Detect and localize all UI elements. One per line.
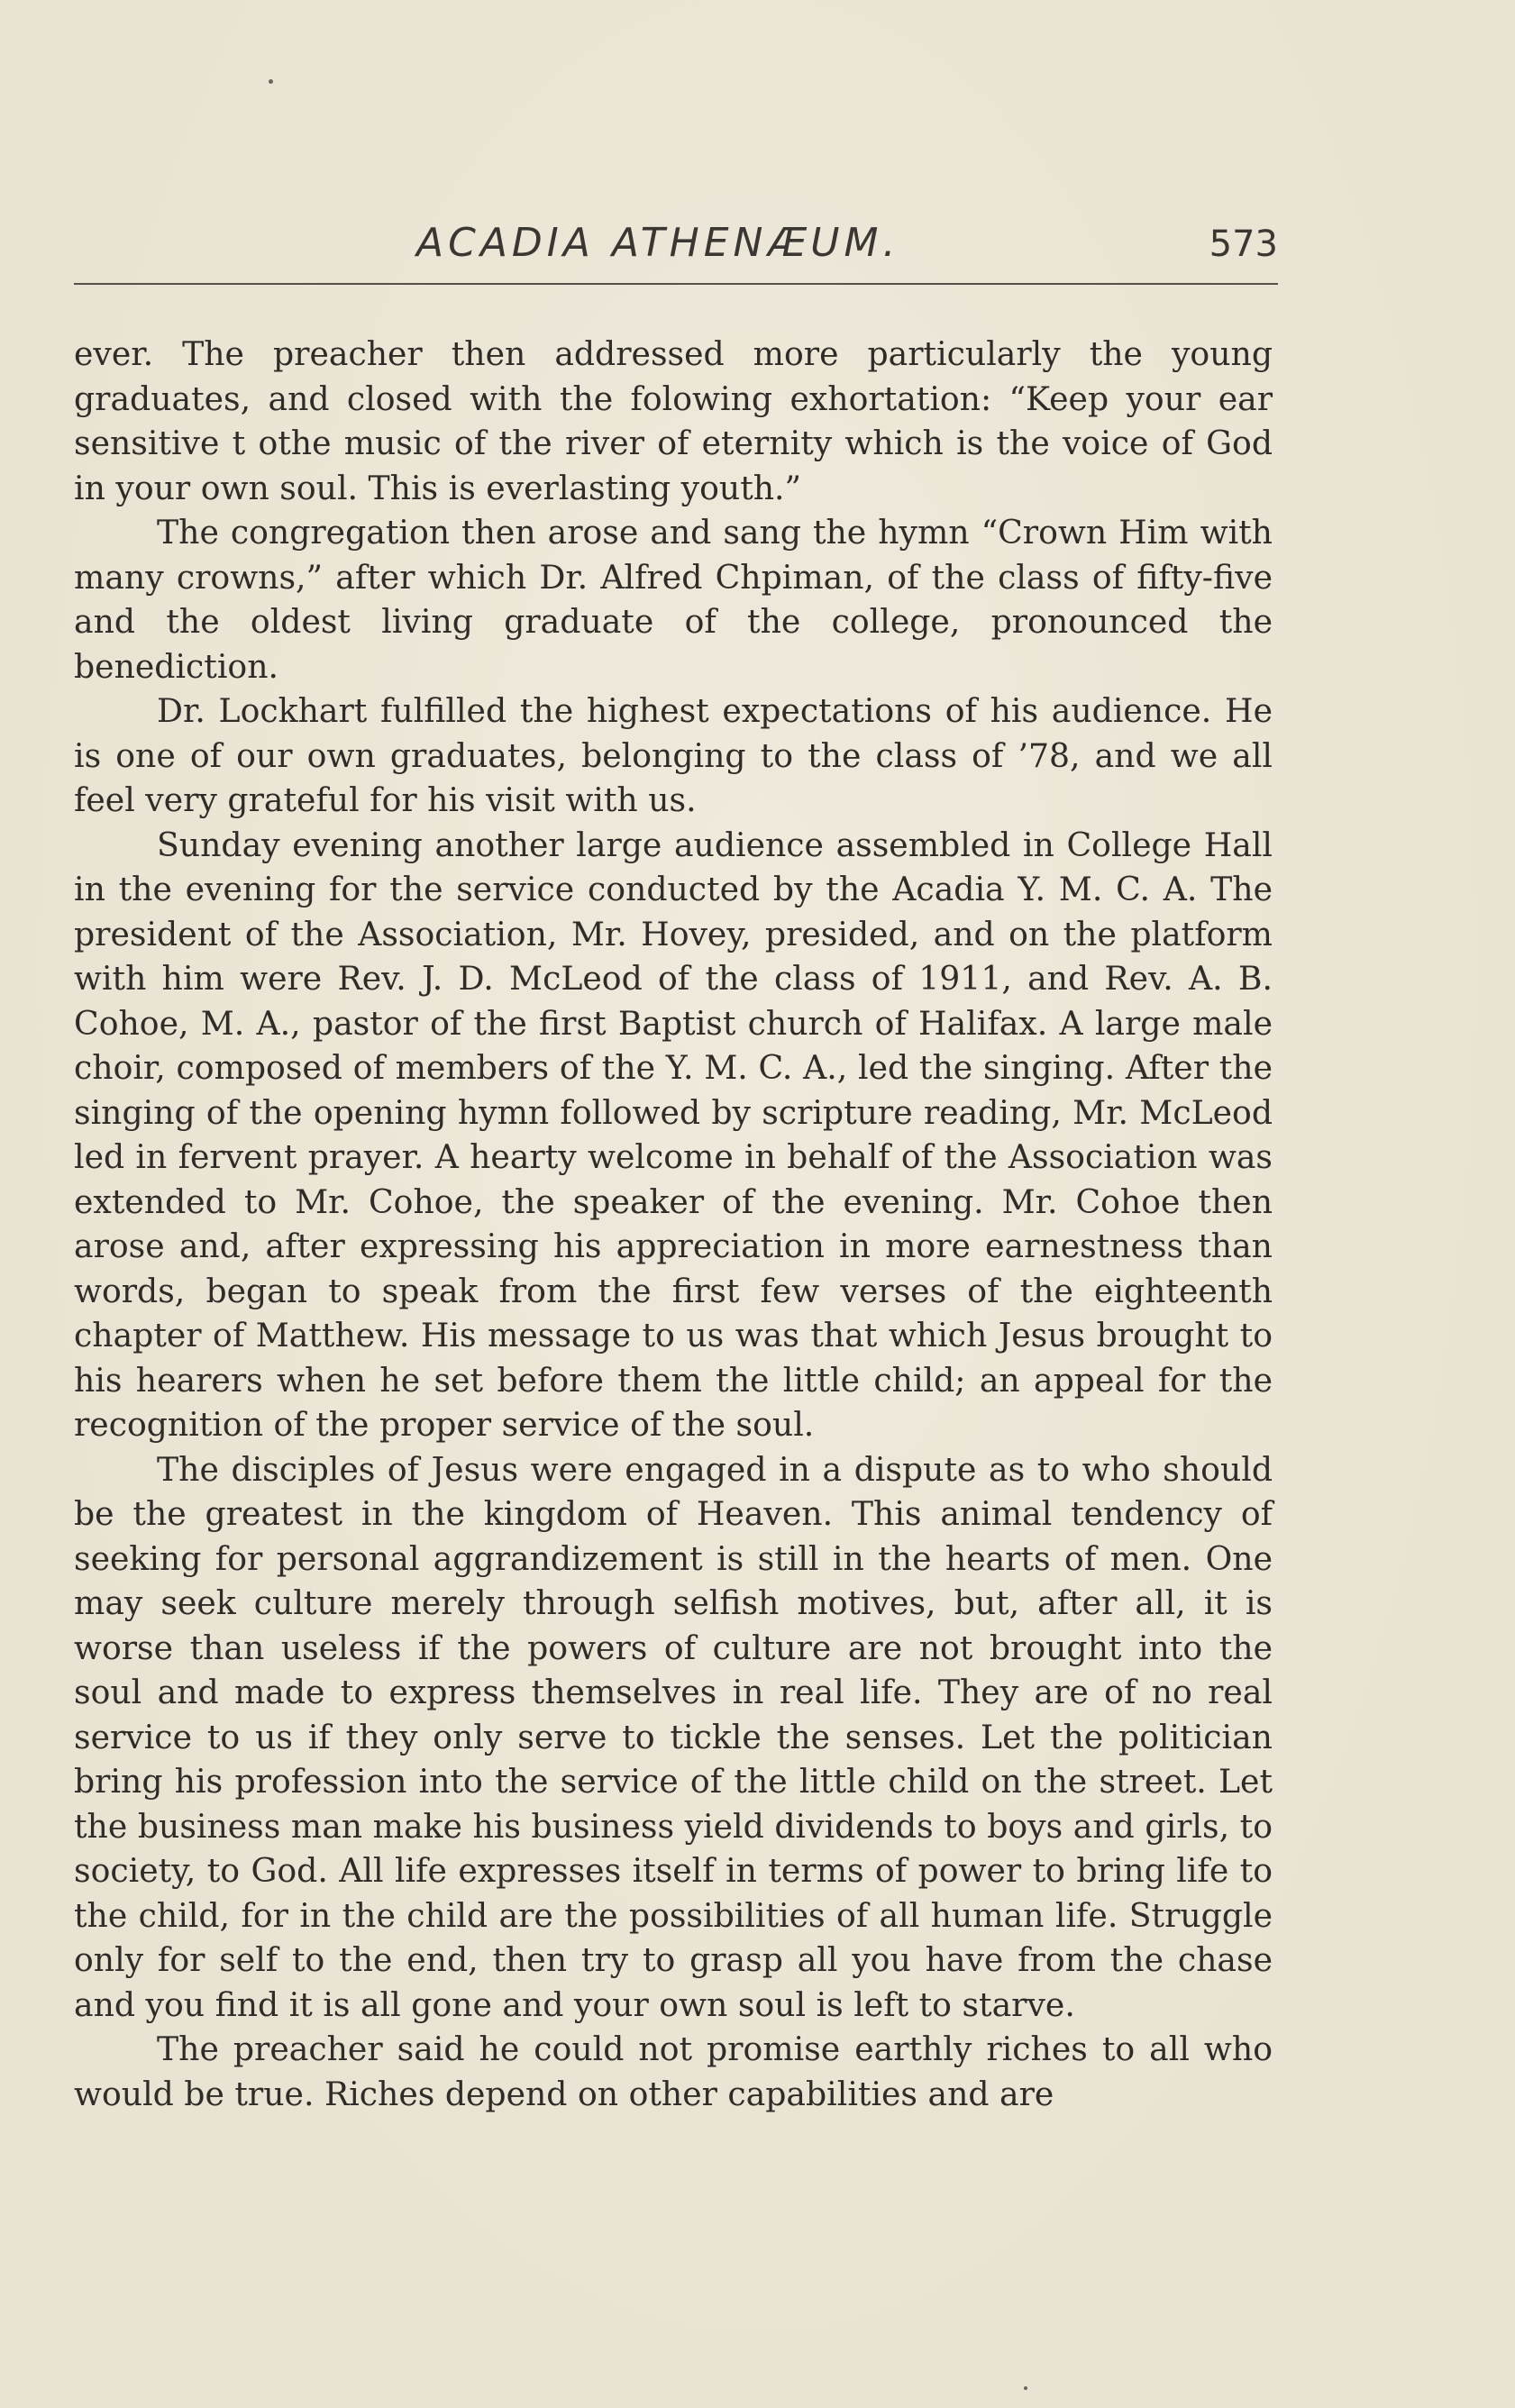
article-body (74, 332, 1273, 2116)
paragraph: ever. The preacher then addressed more particularly the young graduates, and closed with the folowing exhortation: “Keep your ear sensitive t othe music of the river of eternity which is the voice of God in your own soul. This is everlasting youth.” (74, 334, 1273, 507)
paper-speck (269, 79, 273, 84)
running-header (74, 220, 1278, 287)
paragraph: The preacher said he could not promise earthly riches to all who would be true. Riches depend on other capabilities and are (74, 2029, 1273, 2113)
paragraph: Sunday evening another large audience assembled in College Hall in the evening for the service conducted by the Acadia Y. M. C. A. The president of the Association, Mr. Hovey, presided, and on the platform with him were Rev. J. D. McLeod of the class of 1911, and Rev. A. B. Cohoe, M. A., pastor of the first Baptist church of Halifax. A large male choir, composed of members of the Y. M. C. A., led the singing. After the singing of the opening hymn followed by scripture reading, Mr. McLeod led in fervent prayer. A hearty welcome in behalf of the Association was extended to Mr. Cohoe, the speaker of the evening. Mr. Cohoe then arose and, after expressing his appreciation in more earnestness than words, began to speak from the first few verses of the eighteenth chapter of Matthew. His message to us was that which Jesus brought to his hearers when he set before them the little child; an appeal for the recognition of the proper service of the soul. (74, 825, 1273, 1444)
paragraph: The congregation then arose and sang the hymn “Crown Him with many crowns,” after which Dr. Alfred Chpiman, of the class of fifty-five and the oldest living graduate of the college, pronounced the benediction. (74, 513, 1273, 686)
page-number: 573 (1209, 223, 1278, 265)
paragraph: The disciples of Jesus were engaged in a dispute as to who should be the greatest in the kingdom of Heaven. This animal tendency of seeking for personal aggrandizement is still in the hearts of men. One may seek culture merely through selfish motives, but, after all, it is worse than useless if the powers of culture are not brought into the soul and made to express themselves in real life. They are of no real service to us if they only serve to tickle the senses. Let the politician bring his profession into the service of the little child on the street. Let the business man make his business yield dividends to boys and girls, to society, to God. All life expresses itself in terms of power to bring life to the child, for in the child are the possibilities of all human life. Struggle only for self to the end, then try to grasp all you have from the chase and you find it is all gone and your own soul is left to starve. (74, 1449, 1273, 2024)
paper-speck (1024, 2386, 1027, 2390)
header-rule (74, 283, 1278, 285)
running-title: ACADIA ATHENÆUM. (416, 220, 900, 266)
paragraph: Dr. Lockhart fulfilled the highest expectations of his audience. He is one of our own graduates, belonging to the class of ’78, and we all feel very grateful for his visit with us. (74, 691, 1273, 819)
